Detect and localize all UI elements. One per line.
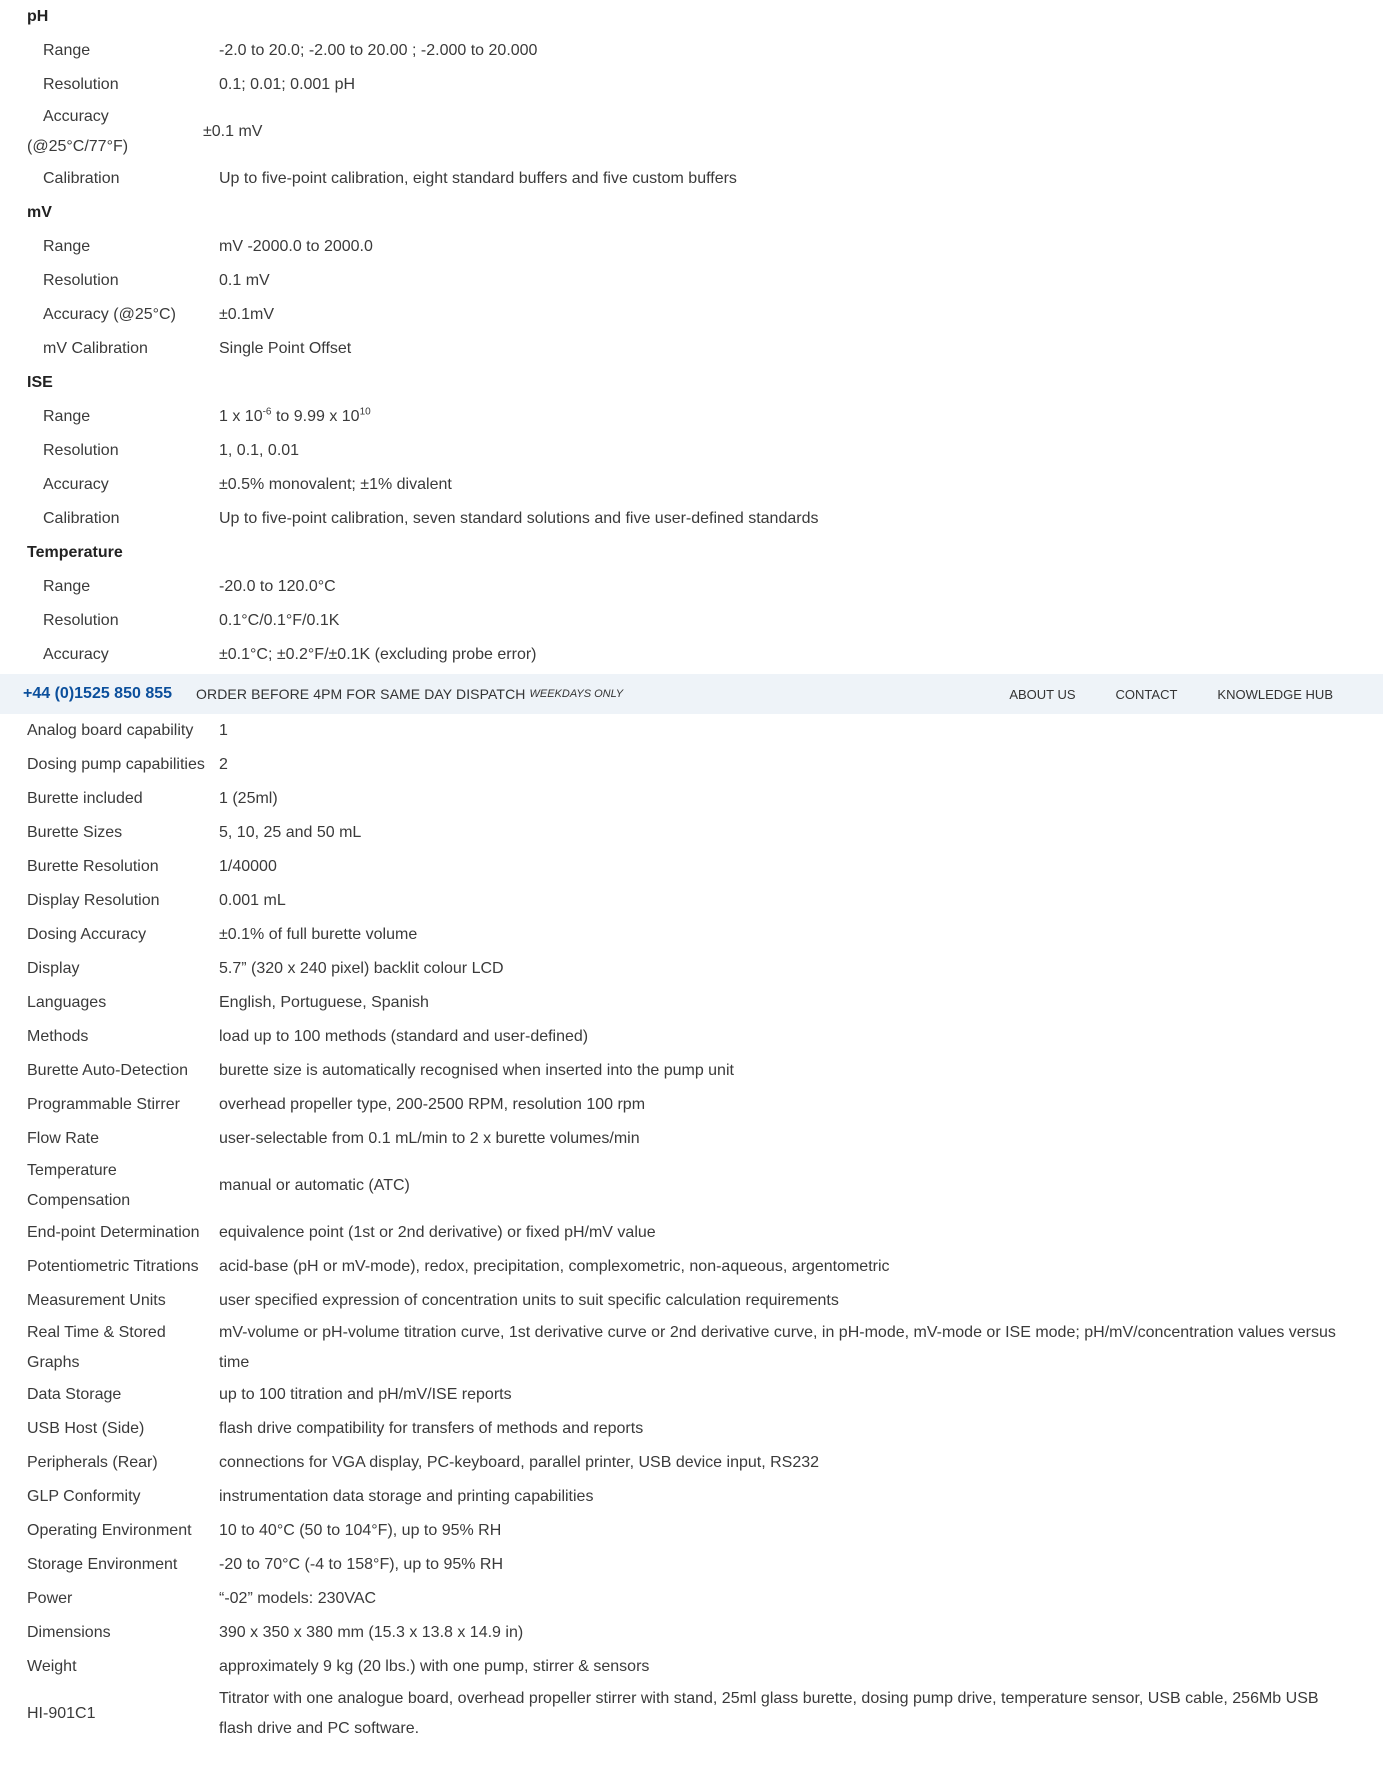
spec-row bbox=[0, 1412, 1383, 1446]
spec-label-line: Accuracy bbox=[43, 108, 109, 125]
weekdays-note: WEEKDAYS ONLY bbox=[529, 688, 624, 700]
spec-value bbox=[219, 402, 1383, 432]
spec-value: mV-volume or pH-volume titration curve, 1st derivative curve or 2nd derivative curve, in pH-mode, mV-mode or ISE mode; pH/mV/concentration values versus time bbox=[219, 1324, 1336, 1371]
sticky-top-bar bbox=[0, 674, 1383, 714]
spec-value: 1 (25ml) bbox=[219, 790, 278, 807]
spec-label: Range bbox=[43, 238, 91, 255]
spec-label: Accuracy bbox=[43, 646, 109, 663]
nav-contact[interactable]: CONTACT bbox=[1115, 686, 1178, 702]
spec-label-line: Compensation bbox=[27, 1192, 131, 1209]
spec-value: 1 bbox=[219, 722, 228, 739]
spec-row bbox=[0, 434, 1383, 468]
spec-row bbox=[0, 1156, 1383, 1216]
spec-label: Range bbox=[43, 578, 91, 595]
spec-row bbox=[0, 748, 1383, 782]
spec-row bbox=[0, 400, 1383, 434]
spec-row bbox=[0, 230, 1383, 264]
spec-label-line: Temperature bbox=[27, 1162, 117, 1179]
section-ph bbox=[0, 0, 1383, 34]
exponent: -6 bbox=[262, 406, 272, 418]
spec-row bbox=[0, 1446, 1383, 1480]
spec-value: -20 to 70°C (-4 to 158°F), up to 95% RH bbox=[219, 1556, 504, 1573]
spec-label: Operating Environment bbox=[27, 1522, 192, 1539]
spec-value: Up to five-point calibration, seven standard solutions and five user-defined standards bbox=[219, 510, 819, 527]
spec-row bbox=[0, 604, 1383, 638]
spec-row bbox=[0, 502, 1383, 536]
spec-label: Dimensions bbox=[27, 1624, 111, 1641]
spec-value: 0.1 mV bbox=[219, 272, 270, 289]
spec-row bbox=[0, 1122, 1383, 1156]
spec-label-line: Graphs bbox=[27, 1354, 80, 1371]
spec-value: 5.7” (320 x 240 pixel) backlit colour LCD bbox=[219, 960, 504, 977]
spec-value: Single Point Offset bbox=[219, 340, 352, 357]
spec-row bbox=[0, 952, 1383, 986]
spec-row bbox=[0, 1054, 1383, 1088]
spec-row bbox=[0, 264, 1383, 298]
dispatch-notice: ORDER BEFORE 4PM FOR SAME DAY DISPATCH bbox=[196, 686, 526, 702]
spec-row bbox=[0, 1088, 1383, 1122]
spec-label: Burette Auto-Detection bbox=[27, 1062, 188, 1079]
spec-label bbox=[27, 102, 203, 162]
spec-value: connections for VGA display, PC-keyboard, parallel printer, USB device input, RS232 bbox=[219, 1454, 820, 1471]
spec-label: GLP Conformity bbox=[27, 1488, 141, 1505]
spec-label: Weight bbox=[27, 1658, 77, 1675]
spec-row bbox=[0, 1684, 1383, 1744]
spec-row bbox=[0, 1318, 1383, 1378]
spec-value: ±0.5% monovalent; ±1% divalent bbox=[219, 476, 452, 493]
spec-value: 5, 10, 25 and 50 mL bbox=[219, 824, 362, 841]
spec-row bbox=[0, 782, 1383, 816]
spec-value: manual or automatic (ATC) bbox=[219, 1177, 410, 1194]
spec-row bbox=[0, 638, 1383, 672]
spec-value: ±0.1 mV bbox=[203, 123, 263, 140]
spec-row bbox=[0, 468, 1383, 502]
phone-link[interactable]: +44 (0)1525 850 855 bbox=[23, 685, 173, 702]
section-title: Temperature bbox=[27, 544, 123, 561]
section-title: pH bbox=[27, 8, 49, 25]
spec-row bbox=[0, 1480, 1383, 1514]
spec-value: overhead propeller type, 200-2500 RPM, resolution 100 rpm bbox=[219, 1096, 646, 1113]
spec-row bbox=[0, 1582, 1383, 1616]
spec-row bbox=[0, 332, 1383, 366]
spec-value: -2.0 to 20.0; -2.00 to 20.00 ; -2.000 to 20.000 bbox=[219, 42, 538, 59]
spec-label: Languages bbox=[27, 994, 107, 1011]
spec-label: USB Host (Side) bbox=[27, 1420, 145, 1437]
section-title: ISE bbox=[27, 374, 53, 391]
section-mv bbox=[0, 196, 1383, 230]
spec-value: 390 x 350 x 380 mm (15.3 x 13.8 x 14.9 in) bbox=[219, 1624, 524, 1641]
spec-row bbox=[0, 1650, 1383, 1684]
spec-value: Up to five-point calibration, eight standard buffers and five custom buffers bbox=[219, 170, 737, 187]
spec-label: Data Storage bbox=[27, 1386, 122, 1403]
spec-label: Methods bbox=[27, 1028, 89, 1045]
spec-value: ±0.1mV bbox=[219, 306, 275, 323]
exponent: 10 bbox=[359, 406, 371, 418]
spec-value: approximately 9 kg (20 lbs.) with one pump, stirrer & sensors bbox=[219, 1658, 650, 1675]
spec-value: user-selectable from 0.1 mL/min to 2 x burette volumes/min bbox=[219, 1130, 640, 1147]
spec-label: Burette Sizes bbox=[27, 824, 123, 841]
spec-label: Resolution bbox=[43, 442, 119, 459]
spec-label: Storage Environment bbox=[27, 1556, 178, 1573]
spec-label: Display bbox=[27, 960, 80, 977]
spec-row bbox=[0, 102, 1383, 162]
spec-value: 1/40000 bbox=[219, 858, 277, 875]
spec-label: Resolution bbox=[43, 76, 119, 93]
spec-value: 1, 0.1, 0.01 bbox=[219, 442, 300, 459]
spec-row bbox=[0, 1216, 1383, 1250]
spec-row bbox=[0, 1284, 1383, 1318]
spec-label: Calibration bbox=[43, 510, 120, 527]
spec-label: Resolution bbox=[43, 272, 119, 289]
value-part: to 9.99 x 10 bbox=[271, 408, 360, 425]
spec-value: user specified expression of concentration units to suit specific calculation requirements bbox=[219, 1292, 839, 1309]
spec-label: Programmable Stirrer bbox=[27, 1096, 180, 1113]
spec-label: Dosing Accuracy bbox=[27, 926, 147, 943]
section-title: mV bbox=[27, 204, 52, 221]
spec-label bbox=[27, 1156, 219, 1216]
spec-label: Peripherals (Rear) bbox=[27, 1454, 158, 1471]
spec-table-top bbox=[0, 0, 1383, 672]
spec-value: “-02” models: 230VAC bbox=[219, 1590, 377, 1607]
spec-row bbox=[0, 1616, 1383, 1650]
spec-value: -20.0 to 120.0°C bbox=[219, 578, 336, 595]
spec-row bbox=[0, 68, 1383, 102]
spec-value: 0.001 mL bbox=[219, 892, 286, 909]
spec-label: End-point Determination bbox=[27, 1224, 200, 1241]
section-ise bbox=[0, 366, 1383, 400]
spec-label: Accuracy bbox=[43, 476, 109, 493]
spec-label: Flow Rate bbox=[27, 1130, 100, 1147]
nav-knowledge-hub[interactable]: KNOWLEDGE HUB bbox=[1217, 686, 1333, 702]
spec-row bbox=[0, 884, 1383, 918]
spec-value: 0.1°C/0.1°F/0.1K bbox=[219, 612, 340, 629]
spec-label: Burette Resolution bbox=[27, 858, 159, 875]
spec-label: Burette included bbox=[27, 790, 143, 807]
spec-row bbox=[0, 850, 1383, 884]
spec-row bbox=[0, 1514, 1383, 1548]
spec-label-line: (@25°C/77°F) bbox=[27, 138, 129, 155]
spec-value: ±0.1% of full burette volume bbox=[219, 926, 418, 943]
spec-label: mV Calibration bbox=[43, 340, 148, 357]
spec-value: 0.1; 0.01; 0.001 pH bbox=[219, 76, 356, 93]
spec-label: HI-901C1 bbox=[27, 1705, 96, 1722]
spec-row bbox=[0, 1020, 1383, 1054]
spec-value: Titrator with one analogue board, overhead propeller stirrer with stand, 25ml glass burette, dosing pump drive, temperature sensor, USB cable, 256Mb USB flash drive and PC software. bbox=[219, 1690, 1319, 1737]
spec-row bbox=[0, 162, 1383, 196]
spec-value: English, Portuguese, Spanish bbox=[219, 994, 429, 1011]
spec-value: 10 to 40°C (50 to 104°F), up to 95% RH bbox=[219, 1522, 502, 1539]
spec-table-general bbox=[0, 714, 1383, 1744]
spec-row bbox=[0, 570, 1383, 604]
top-nav bbox=[969, 687, 1333, 702]
spec-label: Analog board capability bbox=[27, 722, 194, 739]
spec-label: Power bbox=[27, 1590, 73, 1607]
spec-value: equivalence point (1st or 2nd derivative) or fixed pH/mV value bbox=[219, 1224, 656, 1241]
spec-label: Dosing pump capabilities bbox=[27, 756, 205, 773]
spec-label: Resolution bbox=[43, 612, 119, 629]
value-part: 1 x 10 bbox=[219, 408, 263, 425]
spec-row bbox=[0, 1250, 1383, 1284]
section-temperature bbox=[0, 536, 1383, 570]
spec-row bbox=[0, 714, 1383, 748]
spec-label: Measurement Units bbox=[27, 1292, 166, 1309]
spec-value: load up to 100 methods (standard and user-defined) bbox=[219, 1028, 589, 1045]
spec-value: 2 bbox=[219, 756, 228, 773]
spec-label: Display Resolution bbox=[27, 892, 160, 909]
spec-label: Range bbox=[43, 42, 91, 59]
spec-value: ±0.1°C; ±0.2°F/±0.1K (excluding probe error) bbox=[219, 646, 537, 663]
spec-label bbox=[27, 1318, 219, 1378]
spec-row bbox=[0, 986, 1383, 1020]
spec-label: Accuracy (@25°C) bbox=[43, 306, 176, 323]
spec-label: Potentiometric Titrations bbox=[27, 1258, 199, 1275]
spec-value: burette size is automatically recognised when inserted into the pump unit bbox=[219, 1062, 734, 1079]
nav-about-us[interactable]: ABOUT US bbox=[1009, 686, 1076, 702]
spec-value: acid-base (pH or mV-mode), redox, precipitation, complexometric, non-aqueous, argentometric bbox=[219, 1258, 890, 1275]
spec-row bbox=[0, 298, 1383, 332]
spec-row bbox=[0, 34, 1383, 68]
spec-row bbox=[0, 816, 1383, 850]
spec-label: Range bbox=[43, 408, 91, 425]
spec-value: instrumentation data storage and printing capabilities bbox=[219, 1488, 594, 1505]
spec-label: Calibration bbox=[43, 170, 120, 187]
spec-value: up to 100 titration and pH/mV/ISE reports bbox=[219, 1386, 512, 1403]
spec-row bbox=[0, 918, 1383, 952]
spec-label-line: Real Time & Stored bbox=[27, 1324, 166, 1341]
spec-value: flash drive compatibility for transfers of methods and reports bbox=[219, 1420, 644, 1437]
spec-row bbox=[0, 1378, 1383, 1412]
spec-row bbox=[0, 1548, 1383, 1582]
spec-value: mV -2000.0 to 2000.0 bbox=[219, 238, 373, 255]
